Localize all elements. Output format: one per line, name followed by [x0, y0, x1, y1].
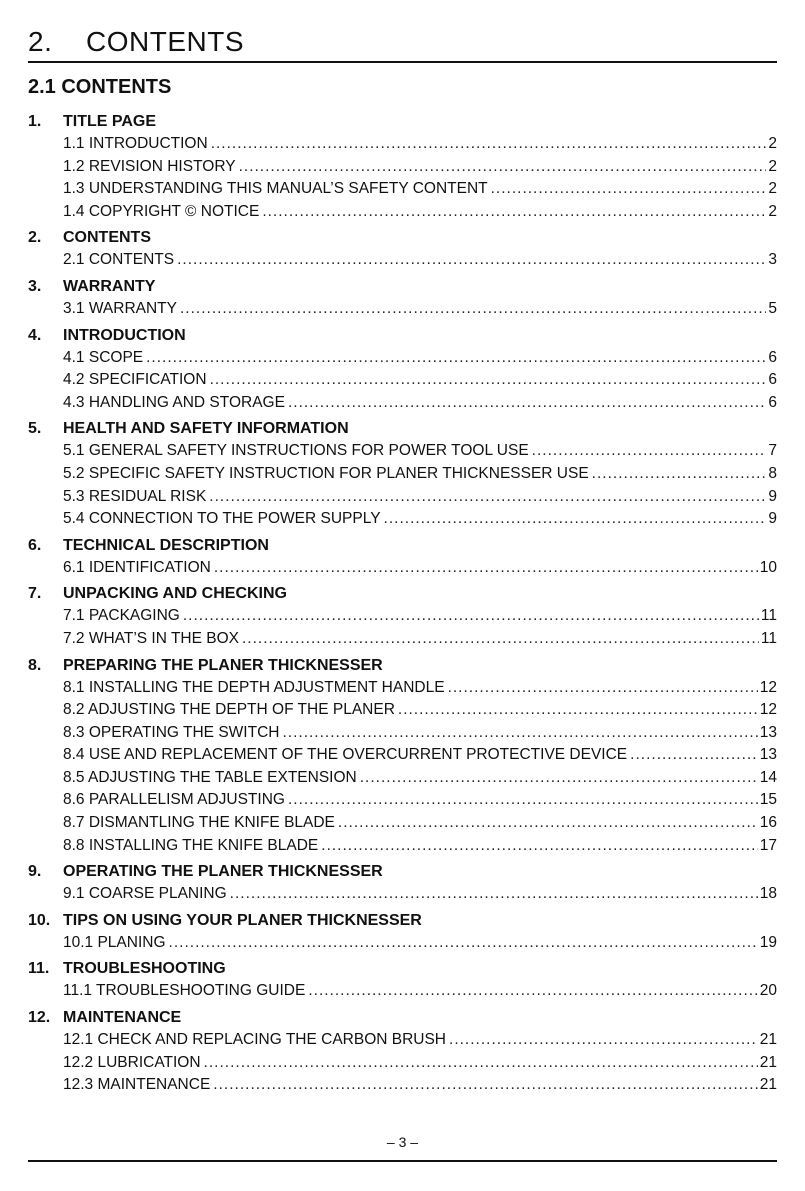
- toc-entry-page: 2: [768, 157, 777, 175]
- toc-entry-label: 12.3 MAINTENANCE: [63, 1076, 211, 1094]
- toc-entry-label: 5.2 SPECIFIC SAFETY INSTRUCTION FOR PLANER THICKNESSER USE: [63, 464, 589, 482]
- toc-chapter-title: TITLE PAGE: [63, 113, 157, 130]
- toc-entry-page: 19: [759, 933, 777, 951]
- toc-entry[interactable]: [63, 463, 777, 486]
- toc-entry-label: 5.1 GENERAL SAFETY INSTRUCTIONS FOR POWER TOOL USE: [63, 442, 529, 460]
- toc-entry-page: 20: [759, 982, 777, 1000]
- toc-entry[interactable]: [63, 392, 777, 415]
- toc-entry-page: 3: [768, 251, 777, 269]
- toc-entry-page: 10: [759, 558, 777, 576]
- toc-entry[interactable]: [63, 932, 777, 955]
- toc-entry[interactable]: [63, 883, 777, 906]
- toc-entry[interactable]: [63, 249, 777, 272]
- dot-leader: [384, 508, 767, 531]
- toc-group: [28, 227, 777, 272]
- toc-group: [28, 325, 777, 415]
- toc-group: [28, 535, 777, 580]
- toc-entry-label: 8.3 OPERATING THE SWITCH: [63, 723, 280, 741]
- toc-entry-page: 9: [768, 510, 777, 528]
- toc-entry[interactable]: [63, 369, 777, 392]
- toc-entry-page: 11: [760, 607, 777, 625]
- toc-chapter-number: 1.: [28, 113, 42, 130]
- toc-entry[interactable]: [63, 557, 777, 580]
- toc-chapter-number: 10.: [28, 911, 51, 929]
- toc-entry-page: 12: [759, 701, 777, 719]
- toc-entry-label: 1.1 INTRODUCTION: [63, 135, 208, 152]
- toc-entry[interactable]: [63, 744, 777, 767]
- toc-entry-label: 8.7 DISMANTLING THE KNIFE BLADE: [63, 814, 335, 832]
- toc-entry[interactable]: [63, 156, 777, 179]
- toc-entry-page: 15: [759, 791, 777, 809]
- toc-chapter-heading[interactable]: [28, 325, 777, 347]
- toc-entry-page: 21: [759, 1053, 777, 1071]
- bottom-rule: [28, 1160, 777, 1162]
- dot-leader: [398, 699, 758, 722]
- toc-entry[interactable]: [63, 178, 777, 201]
- toc-group: [28, 418, 777, 530]
- toc-chapter-number: 6.: [28, 536, 42, 554]
- dot-leader: [204, 1052, 758, 1075]
- toc-entry-page: 12: [759, 678, 777, 696]
- document-page: [28, 0, 777, 1191]
- toc-entry-page: 21: [759, 1076, 777, 1094]
- toc-entry-page: 16: [759, 814, 777, 832]
- toc-entry-label: 9.1 COARSE PLANING: [63, 885, 227, 903]
- toc-chapter-heading[interactable]: [28, 111, 777, 133]
- dot-leader: [239, 156, 767, 179]
- toc-chapter-number: 3.: [28, 277, 42, 295]
- toc-entry-page: 6: [768, 393, 777, 411]
- dot-leader: [282, 722, 757, 745]
- toc-group: [28, 958, 777, 1003]
- dot-leader: [491, 178, 767, 201]
- dot-leader: [169, 932, 758, 955]
- dot-leader: [448, 677, 758, 700]
- toc-entry-label: 12.1 CHECK AND REPLACING THE CARBON BRUSH: [63, 1031, 447, 1049]
- dot-leader: [211, 133, 767, 156]
- toc-entry[interactable]: [63, 201, 777, 224]
- toc-group: [28, 655, 777, 858]
- toc-entry[interactable]: [63, 789, 777, 812]
- toc-entry-page: 21: [759, 1031, 777, 1049]
- toc-entry-label: 1.2 REVISION HISTORY: [63, 157, 236, 175]
- toc-entry-page: 2: [768, 135, 777, 152]
- dot-leader: [288, 789, 758, 812]
- toc-entry[interactable]: [63, 722, 777, 745]
- dot-leader: [180, 298, 766, 321]
- toc-entry-label: 4.2 SPECIFICATION: [63, 371, 207, 389]
- toc-chapter-number: 12.: [28, 1009, 51, 1027]
- toc-chapter-heading[interactable]: [28, 861, 777, 883]
- toc-entry[interactable]: [63, 1029, 777, 1052]
- dot-leader: [532, 440, 767, 463]
- toc-chapter-heading[interactable]: [28, 276, 777, 298]
- toc-entry[interactable]: [63, 628, 777, 651]
- dot-leader: [288, 392, 766, 415]
- toc-chapter-heading[interactable]: [28, 958, 777, 980]
- toc-entry-page: 2: [768, 180, 777, 198]
- toc-chapter-title: CONTENTS: [63, 229, 151, 247]
- top-rule: [28, 61, 777, 63]
- toc-entry[interactable]: [63, 812, 777, 835]
- dot-leader: [209, 486, 766, 509]
- toc-chapter-title: WARRANTY: [63, 277, 156, 295]
- toc-chapter-title: MAINTENANCE: [63, 1009, 182, 1027]
- chapter-title: [28, 26, 244, 58]
- toc-entry-label: 4.1 SCOPE: [63, 348, 144, 366]
- toc-entry-page: 13: [759, 746, 777, 764]
- toc-entry-label: 7.1 PACKAGING: [63, 607, 180, 625]
- toc-chapter-number: 8.: [28, 656, 42, 674]
- toc-entry-page: 7: [768, 442, 777, 460]
- dot-leader: [262, 201, 766, 224]
- toc-entry-label: 8.8 INSTALLING THE KNIFE BLADE: [63, 836, 319, 854]
- toc-chapter-number: 2.: [28, 229, 42, 247]
- toc-entry[interactable]: [63, 133, 777, 156]
- dot-leader: [360, 767, 758, 790]
- toc-group: [28, 861, 777, 906]
- dot-leader: [177, 249, 766, 272]
- table-of-contents: [28, 111, 777, 1101]
- toc-entry-page: 9: [768, 487, 777, 505]
- toc-chapter-title: INTRODUCTION: [63, 326, 186, 344]
- toc-entry[interactable]: [63, 347, 777, 370]
- toc-entry-label: 11.1 TROUBLESHOOTING GUIDE: [63, 982, 306, 1000]
- toc-entry[interactable]: [63, 699, 777, 722]
- toc-group: [28, 583, 777, 650]
- toc-chapter-title: TROUBLESHOOTING: [63, 960, 226, 978]
- toc-entry[interactable]: [63, 677, 777, 700]
- toc-entry[interactable]: [63, 440, 777, 463]
- toc-entry-page: 17: [759, 836, 777, 854]
- toc-entry-page: 11: [760, 629, 777, 647]
- toc-chapter-heading[interactable]: [28, 910, 777, 932]
- toc-entry-label: 5.4 CONNECTION TO THE POWER SUPPLY: [63, 510, 381, 528]
- toc-entry-label: 1.3 UNDERSTANDING THIS MANUAL’S SAFETY CONTENT: [63, 180, 488, 198]
- toc-chapter-heading[interactable]: [28, 418, 777, 440]
- toc-chapter-title: PREPARING THE PLANER THICKNESSER: [63, 656, 383, 674]
- toc-entry-page: 5: [768, 299, 777, 317]
- dot-leader: [242, 628, 759, 651]
- toc-entry-label: 8.6 PARALLELISM ADJUSTING: [63, 791, 285, 809]
- toc-group: [28, 1007, 777, 1097]
- toc-entry-page: 13: [759, 723, 777, 741]
- toc-entry[interactable]: [63, 508, 777, 531]
- dot-leader: [630, 744, 758, 767]
- dot-leader: [338, 812, 758, 835]
- dot-leader: [214, 557, 758, 580]
- toc-entry-page: 8: [768, 464, 777, 482]
- toc-entry-label: 6.1 IDENTIFICATION: [63, 558, 211, 576]
- dot-leader: [210, 369, 767, 392]
- toc-entry-label: 5.3 RESIDUAL RISK: [63, 487, 207, 505]
- toc-chapter-title: UNPACKING AND CHECKING: [63, 585, 287, 603]
- toc-chapter-title: HEALTH AND SAFETY INFORMATION: [63, 420, 349, 438]
- toc-entry-label: 10.1 PLANING: [63, 933, 166, 951]
- section-title: 2.1 CONTENTS: [28, 76, 172, 98]
- toc-entry-page: 14: [759, 768, 777, 786]
- toc-group: [28, 276, 777, 321]
- toc-chapter-heading[interactable]: [28, 535, 777, 557]
- toc-entry-label: 12.2 LUBRICATION: [63, 1053, 201, 1071]
- toc-chapter-number: 11.: [28, 960, 50, 978]
- dot-leader: [449, 1029, 758, 1052]
- toc-entry-label: 4.3 HANDLING AND STORAGE: [63, 393, 285, 411]
- toc-chapter-heading[interactable]: [28, 227, 777, 249]
- toc-group: [28, 111, 777, 223]
- dot-leader: [230, 883, 758, 906]
- chapter-title-text: CONTENTS: [86, 26, 244, 57]
- page-number-footer: – 3 –: [386, 1134, 419, 1150]
- dot-leader: [308, 980, 757, 1003]
- toc-chapter-title: OPERATING THE PLANER THICKNESSER: [63, 863, 383, 881]
- toc-chapter-title: TIPS ON USING YOUR PLANER THICKNESSER: [63, 911, 422, 929]
- toc-entry-label: 8.4 USE AND REPLACEMENT OF THE OVERCURRENT PROTECTIVE DEVICE: [63, 746, 628, 764]
- toc-chapter-title: TECHNICAL DESCRIPTION: [63, 536, 269, 554]
- toc-entry[interactable]: [63, 767, 777, 790]
- toc-chapter-number: 4.: [28, 326, 42, 344]
- toc-entry[interactable]: [63, 486, 777, 509]
- toc-chapter-number: 9.: [28, 863, 42, 881]
- toc-entry-page: 2: [768, 202, 777, 220]
- dot-leader: [146, 347, 766, 370]
- toc-entry-label: 8.5 ADJUSTING THE TABLE EXTENSION: [63, 768, 357, 786]
- dot-leader: [321, 835, 757, 858]
- toc-chapter-number: 5.: [28, 420, 42, 438]
- dot-leader: [213, 1074, 757, 1097]
- chapter-number: 2.: [28, 26, 53, 57]
- toc-group: [28, 910, 777, 955]
- toc-entry-label: 7.2 WHAT’S IN THE BOX: [63, 629, 239, 647]
- toc-entry-label: 8.1 INSTALLING THE DEPTH ADJUSTMENT HANDLE: [63, 678, 445, 696]
- toc-chapter-heading[interactable]: [28, 655, 777, 677]
- toc-entry-page: 6: [768, 371, 777, 389]
- toc-entry-page: 18: [759, 885, 777, 903]
- dot-leader: [183, 605, 759, 628]
- toc-entry-label: 3.1 WARRANTY: [63, 299, 177, 317]
- dot-leader: [592, 463, 767, 486]
- toc-chapter-number: 7.: [28, 585, 42, 603]
- toc-entry-page: 6: [768, 348, 777, 366]
- toc-entry[interactable]: [63, 298, 777, 321]
- toc-entry[interactable]: [63, 980, 777, 1003]
- toc-entry[interactable]: [63, 605, 777, 628]
- toc-chapter-heading[interactable]: [28, 583, 777, 605]
- toc-chapter-heading[interactable]: [28, 1007, 777, 1029]
- toc-entry-label: 2.1 CONTENTS: [63, 251, 175, 269]
- toc-entry[interactable]: [63, 835, 777, 858]
- toc-entry-label: 1.4 COPYRIGHT © NOTICE: [63, 202, 260, 220]
- toc-entry[interactable]: [63, 1074, 777, 1097]
- toc-entry-label: 8.2 ADJUSTING THE DEPTH OF THE PLANER: [63, 701, 395, 719]
- toc-entry[interactable]: [63, 1052, 777, 1075]
